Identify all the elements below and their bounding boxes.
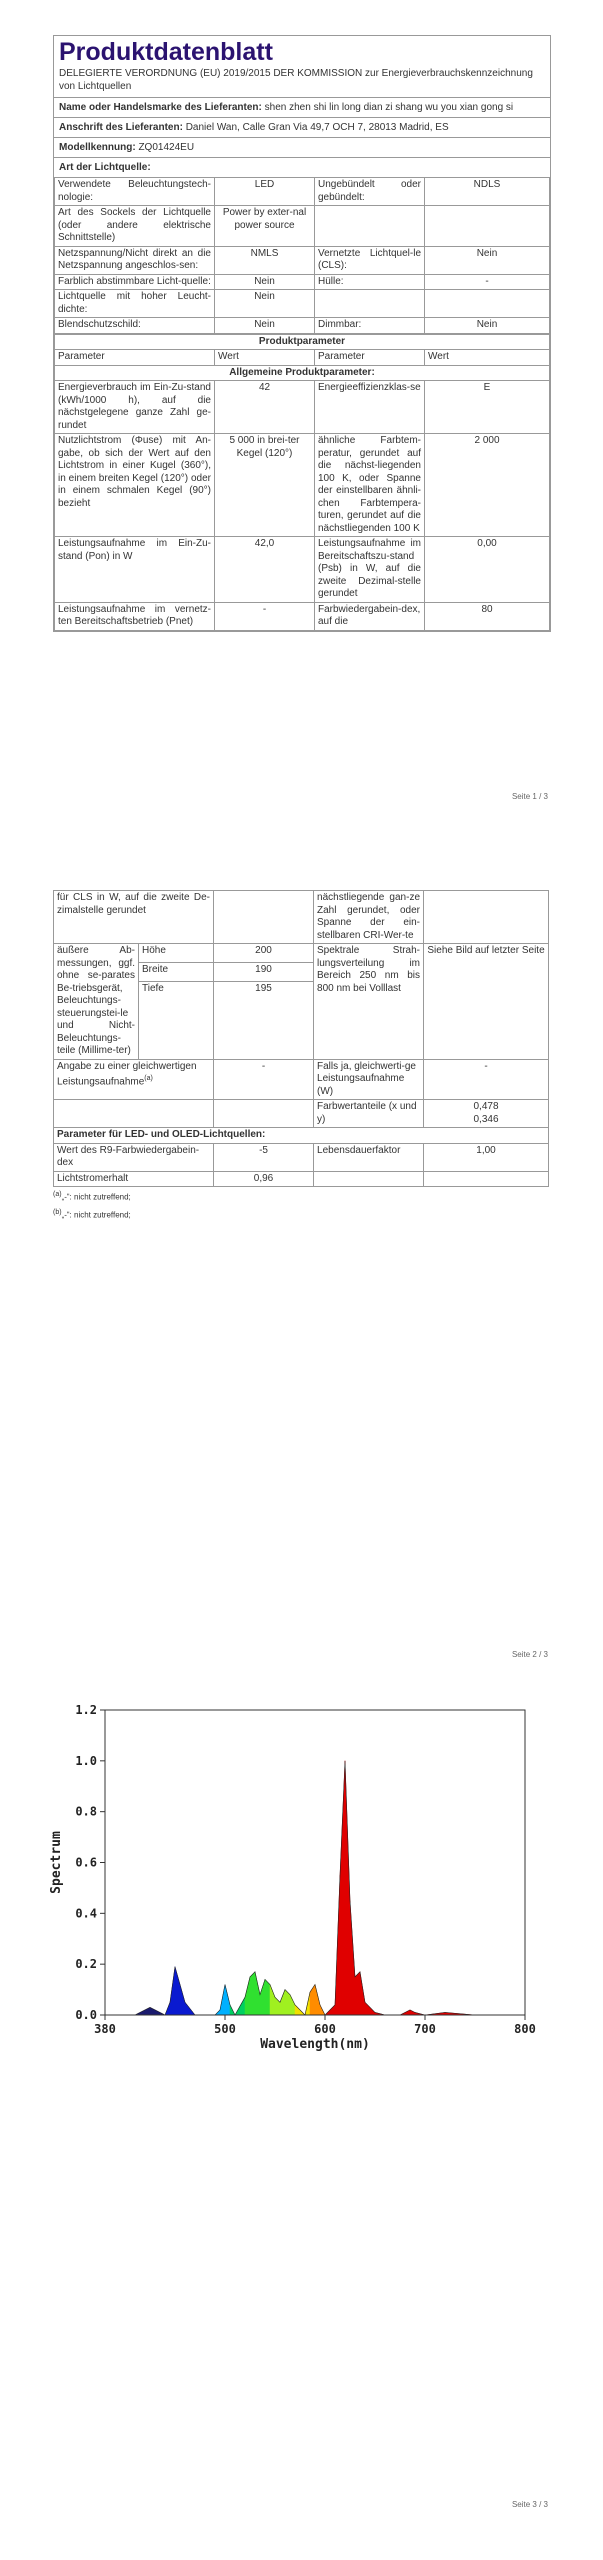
product-params-title: Produktparameter [55, 334, 550, 350]
r9-value: -5 [214, 1143, 314, 1171]
param-row [55, 602, 550, 630]
model-id: ZQ01424EU [138, 142, 195, 153]
spectrum-line [105, 1761, 525, 2015]
y-tick-label: 0.8 [75, 1804, 97, 1819]
chromaticity-value: 0,478 0,346 [424, 1100, 549, 1128]
spectrum-segment [245, 1977, 250, 2015]
cri-label-cont: nächstliegende gan-ze Zahl gerundet, oder Spanne der ein-stellbaren CRI-Wer-te [314, 891, 424, 944]
flux-maintenance-label: Lichtstromerhalt [54, 1171, 214, 1187]
equiv-power-label: Angabe zu einer gleichwertigen Leistungsaufnahme$^{(a)}$ [54, 1059, 214, 1100]
param-value: 5 000 in brei-ter Kegel (120°) [215, 434, 315, 537]
param-row [55, 381, 550, 434]
spectral-value: Siehe Bild auf letzter Seite [424, 944, 549, 1060]
lightsource-type-title: Art der Lichtquelle: [54, 157, 550, 177]
type-param-value: Power by exter-nal power source [215, 206, 315, 247]
model-line [54, 137, 550, 157]
regulation-text: DELEGIERTE VERORDNUNG (EU) 2019/2015 DER KOMMISSION zur Energieverbrauchskennzeichnung von Lichtquellen [59, 68, 533, 92]
spectrum-segment [265, 1979, 270, 2015]
y-axis-label: Spectrum [49, 1831, 64, 1894]
x-tick-label: 600 [314, 2022, 336, 2036]
col-value-1: Wert [215, 350, 315, 366]
x-tick-label: 800 [514, 2022, 536, 2036]
supplier-address: Daniel Wan, Calle Gran Via 49,7 OCH 7, 28013 Madrid, ES [185, 122, 449, 133]
product-params-table [54, 334, 550, 631]
type-param-label: Lichtquelle mit hoher Leucht-dichte: [55, 290, 215, 318]
param-value: E [425, 381, 550, 434]
page-number: Seite 2 / 3 [511, 1650, 548, 1659]
type-param-label: Ungebündelt oder gebündelt: [315, 178, 425, 206]
param-value: 42 [215, 381, 315, 434]
spectrum-svg [40, 1690, 560, 2090]
dim-value: 195 [214, 981, 314, 1059]
dim-value: 200 [214, 944, 314, 963]
page-number: Seite 1 / 3 [511, 792, 548, 801]
supplier-address-label: Anschrift des Lieferanten: [59, 122, 183, 133]
x-tick-label: 500 [214, 2022, 236, 2036]
pnet-label-cont: für CLS in W, auf die zweite De-zimalstelle gerundet [54, 891, 214, 944]
param-row [55, 434, 550, 537]
type-param-label: Blendschutzschild: [55, 318, 215, 334]
type-param-label [315, 206, 425, 247]
spectrum-segment [290, 1995, 295, 2015]
spectrum-segment [250, 1972, 255, 2015]
type-row [55, 178, 550, 206]
x-tick-label: 700 [414, 2022, 436, 2036]
spectrum-segment [350, 1901, 355, 2015]
footnote-a: $^{(a)}$„-“: nicht zutreffend; [53, 1191, 131, 1202]
type-param-value: Nein [425, 246, 550, 274]
dim-name: Tiefe [139, 981, 214, 1059]
param-label: Leistungsaufnahme im vernetz-ten Bereitschaftsbetrieb (Pnet) [55, 602, 215, 630]
spectrum-segment [310, 1985, 315, 2016]
param-value: - [215, 602, 315, 630]
lightsource-type-table [54, 177, 550, 334]
param-label: Farbwiedergabein-dex, auf die [315, 602, 425, 630]
spectrum-segment [280, 1990, 285, 2015]
dimensions-label: äußere Ab-messungen, ggf. ohne se-parates Be-triebsgerät, Beleuchtungs-steuerungstei-le und Nicht-Beleuchtungs-teile (Millime-ter) [54, 944, 139, 1060]
lifetime-value: 1,00 [424, 1143, 549, 1171]
spectrum-segment [355, 1972, 360, 2015]
type-row [55, 246, 550, 274]
param-value: 80 [425, 602, 550, 630]
col-param-2: Parameter [315, 350, 425, 366]
supplier-name-label: Name oder Handelsmarke des Lieferanten: [59, 102, 262, 113]
spectrum-segment [270, 1985, 275, 2016]
type-param-label: Vernetzte Lichtquel-le (CLS): [315, 246, 425, 274]
y-tick-label: 0.6 [75, 1855, 97, 1870]
spectrum-segment [410, 2010, 415, 2015]
param-value: 2 000 [425, 434, 550, 537]
type-param-value: Nein [215, 274, 315, 290]
r9-label: Wert des R9-Farbwiedergabein-dex [54, 1143, 214, 1171]
type-param-value [425, 206, 550, 247]
spectrum-segment [340, 1761, 345, 2015]
spectrum-segment [405, 2010, 410, 2015]
datasheet-continued [53, 890, 549, 1222]
type-param-label: Netzspannung/Nicht direkt an die Netzspannung angeschlos-sen: [55, 246, 215, 274]
type-row [55, 274, 550, 290]
y-tick-label: 1.2 [75, 1703, 97, 1717]
y-tick-label: 0.2 [75, 1957, 97, 1972]
plot-frame [105, 1710, 525, 2015]
equiv-power-value: - [214, 1059, 314, 1100]
type-param-label: Verwendete Beleuchtungstech-nologie: [55, 178, 215, 206]
spectrum-segment [255, 1972, 260, 2015]
type-row [55, 290, 550, 318]
datasheet-header [53, 35, 551, 632]
supplier-address-line [54, 117, 550, 137]
footnote-b: $^{(b)}$„-“: nicht zutreffend; [53, 1208, 131, 1220]
param-label: Energieverbrauch im Ein-Zu-stand (kWh/1000 h), auf die nächstgelegene ganze Zahl ge-rundet [55, 381, 215, 434]
type-param-value: LED [215, 178, 315, 206]
type-row [55, 206, 550, 247]
type-param-label: Farblich abstimmbare Licht-quelle: [55, 274, 215, 290]
page-2 [0, 880, 603, 1680]
supplier-name: shen zhen shi lin long dian zi shang wu you xian gong si [264, 102, 514, 113]
led-params-title: Parameter für LED- und OLED-Lichtquellen: [54, 1128, 549, 1144]
spectrum-segment [175, 1967, 185, 2015]
param-value: 0,00 [425, 537, 550, 603]
spectrum-segment [225, 1985, 230, 2016]
dim-value: 190 [214, 962, 314, 981]
type-param-label: Art des Sockels der Lichtquelle (oder andere elektrische Schnittstelle) [55, 206, 215, 247]
type-row [55, 318, 550, 334]
spectrum-segment [285, 1990, 290, 2015]
param-row [55, 537, 550, 603]
col-param-1: Parameter [55, 350, 215, 366]
type-param-value: Nein [425, 318, 550, 334]
col-value-2: Wert [425, 350, 550, 366]
param-label: Leistungsaufnahme im Ein-Zu-stand (Pon) in W [55, 537, 215, 603]
spectrum-segment [360, 1972, 365, 2015]
lifetime-label: Lebensdauerfaktor [314, 1143, 424, 1171]
flux-maintenance-value: 0,96 [214, 1171, 314, 1187]
equiv-power-right-label: Falls ja, gleichwerti-ge Leistungsaufnahme (W) [314, 1059, 424, 1100]
type-param-value: Nein [215, 290, 315, 318]
model-label: Modellkennung: [59, 142, 136, 153]
type-param-label [315, 290, 425, 318]
type-param-value [425, 290, 550, 318]
dim-name: Höhe [139, 944, 214, 963]
type-param-value: Nein [215, 318, 315, 334]
param-label: Leistungsaufnahme im Bereitschaftszu-stand (Psb) in W, auf die zweite Dezimal-stelle gerundet [315, 537, 425, 603]
x-axis-label: Wavelength(nm) [260, 2037, 370, 2052]
chromaticity-label: Farbwertanteile (x und y) [314, 1100, 424, 1128]
x-tick-label: 380 [94, 2022, 116, 2036]
page-1 [0, 0, 603, 820]
page-title: Produktdatenblatt [59, 38, 273, 66]
equiv-power-right-value: - [424, 1059, 549, 1100]
y-tick-label: 0.4 [75, 1906, 97, 1921]
param-label: Nutzlichtstrom (Φuse) mit An-gabe, ob sich der Wert auf den Lichtstrom in einer Kugel (360°), in einem breiten Kegel (120°) oder in einem schmalen Kegel (90°) bezieht [55, 434, 215, 537]
spectrum-chart [40, 1690, 560, 2095]
spectral-label: Spektrale Strah-lungsverteilung im Bereich 250 nm bis 800 nm bei Volllast [314, 944, 424, 1060]
page-number: Seite 3 / 3 [511, 2500, 548, 2509]
y-tick-label: 1.0 [75, 1753, 97, 1768]
product-params-table-continued [53, 890, 549, 1187]
spectrum-segment [260, 1979, 265, 2015]
type-param-value: NDLS [425, 178, 550, 206]
type-param-label: Hülle: [315, 274, 425, 290]
type-param-label: Dimmbar: [315, 318, 425, 334]
type-param-value: NMLS [215, 246, 315, 274]
supplier-name-line [54, 97, 550, 117]
param-label: Energieeffizienzklas-se [315, 381, 425, 434]
param-value: 42,0 [215, 537, 315, 603]
type-param-value: - [425, 274, 550, 290]
general-params-title: Allgemeine Produktparameter: [55, 365, 550, 381]
dim-name: Breite [139, 962, 214, 981]
param-label: ähnliche Farbtem-peratur, gerundet auf die nächst-liegenden 100 K, oder Spanne der einstellbaren ähnli-chen Farbtempera-turen, gerundet auf die nächstliegenden 100 K [315, 434, 425, 537]
spectrum-segment [315, 1985, 320, 2016]
y-tick-label: 0.0 [75, 2008, 97, 2022]
